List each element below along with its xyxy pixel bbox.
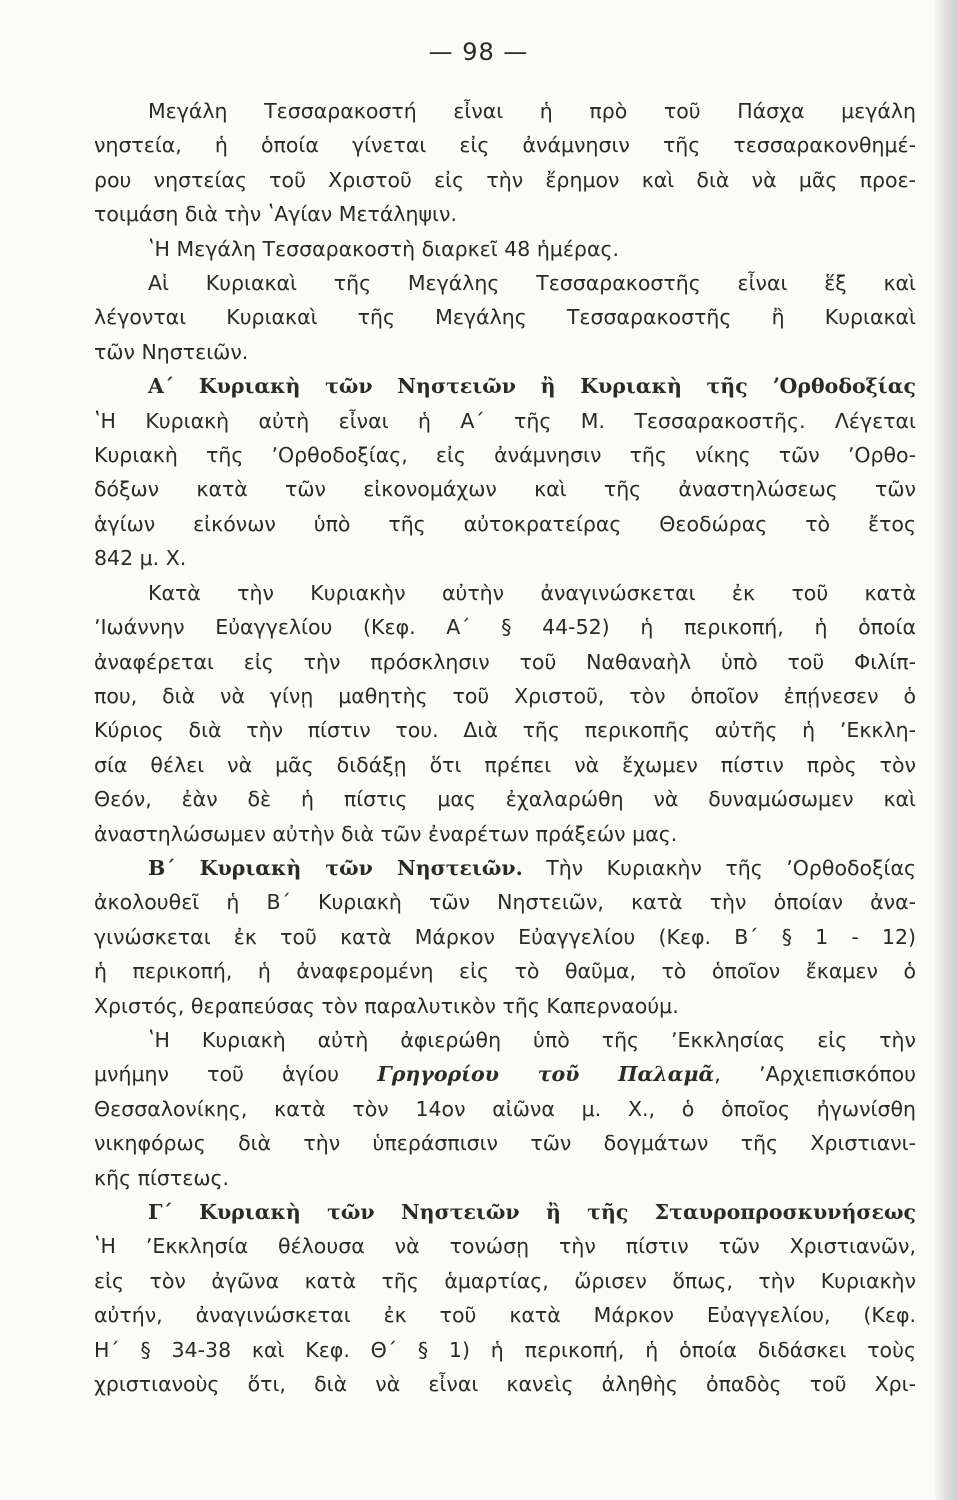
section-heading-a: Α΄ Κυριακὴ τῶν Νηστειῶν ἢ Κυριακὴ τῆς ʼΟρθοδοξίας [148, 374, 916, 399]
section-heading-b: Β΄ Κυριακὴ τῶν Νηστειῶν. [148, 855, 523, 880]
text-line: γινώσκεται ἐκ τοῦ κατὰ Μάρκον Εὐαγγελίου (Κεφ. Β΄ § 1 - 12) [94, 924, 916, 949]
text-line: ἀναστηλώσωμεν αὐτὴν διὰ τῶν ἐναρέτων πράξεών μας. [94, 821, 678, 846]
page-binding-edge [935, 0, 957, 1500]
text-line: σία θέλει νὰ μᾶς διδάξῃ ὅτι πρέπει νὰ ἔχωμεν πίστιν πρὸς τὸν [94, 752, 916, 777]
text-line: νηστεία, ἡ ὁποία γίνεται εἰς ἀνάμνησιν τῆς τεσσαρακονθημέ- [94, 133, 916, 158]
text-line: εἰς τὸν ἀγῶνα κατὰ τῆς ἁμαρτίας, ὥρισεν ὅπως, τὴν Κυριακὴν [94, 1268, 916, 1293]
text-line: ἀκολουθεῖ ἡ Β΄ Κυριακὴ τῶν Νηστειῶν, κατὰ τὴν ὁποίαν ἀνα- [94, 890, 916, 915]
page-number: — 98 — [428, 38, 529, 66]
text-line: Κυριακὴ τῆς ʼΟρθοδοξίας, εἰς ἀνάμνησιν τῆς νίκης τῶν ʼΟρθο- [94, 443, 916, 468]
text-line: Χριστός, θεραπεύσας τὸν παραλυτικὸν τῆς Καπερναούμ. [94, 993, 679, 1018]
text-line: 842 μ. Χ. [94, 546, 187, 571]
text-line: αὐτήν, ἀναγινώσκεται ἐκ τοῦ κατὰ Μάρκον Εὐαγγελίου, (Κεφ. [94, 1303, 916, 1328]
text-line: ἀναφέρεται εἰς τὴν πρόσκλησιν τοῦ Ναθαναὴλ ὑπὸ τοῦ Φιλίπ- [94, 649, 916, 674]
text-line: ʽΗ Κυριακὴ αὐτὴ ἀφιερώθη ὑπὸ τῆς ʼΕκκλησίας εἰς τὴν [148, 1027, 916, 1052]
text-line: ἡ περικοπή, ἡ ἀναφερομένη εἰς τὸ θαῦμα, τὸ ὁποῖον ἔκαμεν ὁ [94, 959, 916, 984]
page-body [94, 94, 916, 1401]
text-line: ʽΗ Μεγάλη Τεσσαρακοστὴ διαρκεῖ 48 ἡμέρας. [148, 236, 620, 261]
text-line-with-name [94, 1057, 916, 1091]
text-line: τοιμάση διὰ τὴν ʽΑγίαν Μετάληψιν. [94, 202, 457, 227]
saint-name: Γρηγορίου τοῦ Παλαμᾶ [377, 1062, 715, 1087]
text-line: ρου νηστείας τοῦ Χριστοῦ εἰς τὴν ἔρημον καὶ διὰ νὰ μᾶς προε- [94, 167, 916, 192]
text-line: λέγονται Κυριακαὶ τῆς Μεγάλης Τεσσαρακοστῆς ἢ Κυριακαὶ [94, 305, 916, 330]
text-line: Η΄ § 34-38 καὶ Κεφ. Θ΄ § 1) ἡ περικοπή, ἡ ὁποία διδάσκει τοὺς [94, 1337, 916, 1362]
section-heading-c: Γ΄ Κυριακὴ τῶν Νηστειῶν ἢ τῆς Σταυροπροσκυνήσεως [148, 1200, 916, 1224]
text-run: μνήμην τοῦ ἁγίου [94, 1062, 378, 1087]
text-line: ʼΙωάννην Εὐαγγελίου (Κεφ. Α΄ § 44-52) ἡ περικοπή, ἡ ὁποία [94, 615, 916, 640]
text-line: νικηφόρως διὰ τὴν ὑπεράσπισιν τῶν δογμάτων τῆς Χριστιανι- [94, 1131, 916, 1156]
text-line: που, διὰ νὰ γίνῃ μαθητὴς τοῦ Χριστοῦ, τὸν ὁποῖον ἐπῄνεσεν ὁ [94, 683, 916, 708]
text-line: Μεγάλη Τεσσαρακοστή εἶναι ἡ πρὸ τοῦ Πάσχα μεγάλη [148, 99, 916, 123]
text-line: δόξων κατὰ τῶν εἰκονομάχων καὶ τῆς ἀναστηλώσεως τῶν [94, 477, 916, 502]
text-line: χριστιανοὺς ὅτι, διὰ νὰ εἶναι κανεὶς ἀληθὴς ὀπαδὸς τοῦ Χρι- [94, 1372, 916, 1397]
text-line: ἁγίων εἰκόνων ὑπὸ τῆς αὐτοκρατείρας Θεοδώρας τὸ ἔτος [94, 511, 916, 536]
text-line: Κατὰ τὴν Κυριακὴν αὐτὴν ἀναγινώσκεται ἐκ τοῦ κατὰ [148, 580, 916, 605]
text-line: τῶν Νηστειῶν. [94, 339, 249, 364]
text-run: Τὴν Κυριακὴν τῆς ʼΟρθοδοξίας [522, 855, 916, 880]
text-line: ʽΗ Κυριακὴ αὐτὴ εἶναι ἡ Α΄ τῆς Μ. Τεσσαρακοστῆς. Λέγεται [94, 408, 916, 433]
text-line: Θεόν, ἐὰν δὲ ἡ πίστις μας ἐχαλαρώθη νὰ δυναμώσωμεν καὶ [94, 787, 916, 812]
text-run: , ʼΑρχιεπισκόπου [714, 1062, 916, 1087]
text-line: Αἱ Κυριακαὶ τῆς Μεγάλης Τεσσαρακοστῆς εἶναι ἕξ καὶ [148, 271, 916, 296]
section-b-line [94, 851, 916, 885]
text-line: κῆς πίστεως. [94, 1165, 230, 1190]
text-line: ʽΗ ʼΕκκλησία θέλουσα νὰ τονώσῃ τὴν πίστιν τῶν Χριστιανῶν, [94, 1234, 916, 1259]
text-line: Θεσσαλονίκης, κατὰ τὸν 14ον αἰῶνα μ. Χ., ὁ ὁποῖος ἠγωνίσθη [94, 1096, 916, 1121]
text-line: Κύριος διὰ τὴν πίστιν του. Διὰ τῆς περικοπῆς αὐτῆς ἡ ʼΕκκλη- [94, 718, 916, 743]
